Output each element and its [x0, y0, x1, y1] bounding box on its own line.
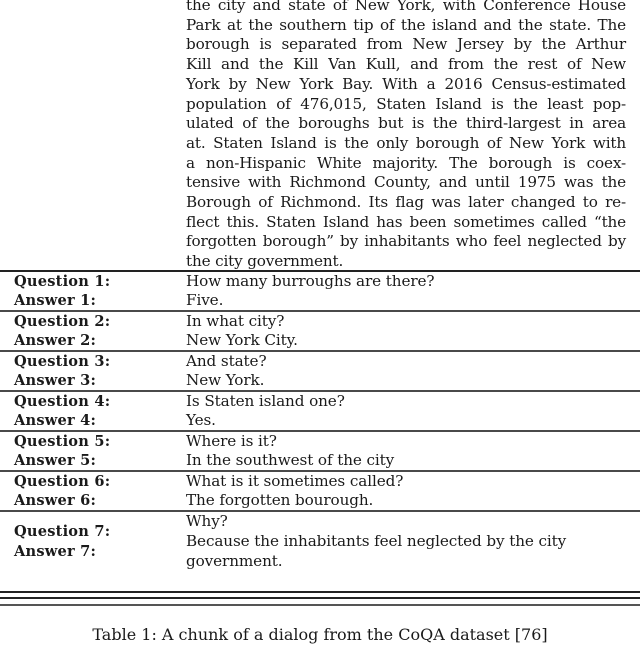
- passage-line: the city government.: [186, 252, 344, 271]
- question-text: In what city?: [186, 312, 285, 330]
- question-text: Why?: [186, 512, 228, 530]
- answer-label: Answer 1:: [14, 292, 97, 309]
- question-label: Question 6:: [14, 473, 111, 490]
- question-text: And state?: [186, 352, 267, 370]
- answer-label: Answer 3:: [14, 372, 97, 389]
- question-text: Is Staten island one?: [186, 392, 345, 410]
- question-text: How many burroughs are there?: [186, 272, 435, 290]
- passage-text: [186, 0, 626, 272]
- question-label: Question 3:: [14, 353, 111, 370]
- table-bottom-rule: [0, 597, 640, 599]
- passage-line: a non-Hispanic White majority. The borough is coex-: [186, 153, 626, 172]
- passage-line: Park at the southern tip of the island and the state. The: [186, 15, 626, 34]
- passage-line: York by New York Bay. With a 2016 Census-estimated: [186, 74, 626, 93]
- answer-label: Answer 5:: [14, 452, 97, 469]
- answer-text: Because the inhabitants feel neglected by the city: [186, 532, 567, 550]
- answer-text: Yes.: [186, 411, 216, 429]
- question-label: Question 5:: [14, 433, 111, 450]
- answer-label: Answer 6:: [14, 492, 97, 509]
- answer-label: Answer 2:: [14, 332, 97, 349]
- table-bottom-rule: [0, 604, 640, 606]
- answer-label: Answer 4:: [14, 412, 97, 429]
- passage-line: tensive with Richmond County, and until 1975 was the: [186, 173, 626, 192]
- table-bottom-rule: [0, 591, 640, 593]
- passage-line: forgotten borough” by inhabitants who feel neglected by: [186, 232, 626, 251]
- answer-text: In the southwest of the city: [186, 451, 395, 469]
- question-text: Where is it?: [186, 432, 277, 450]
- passage-line: at. Staten Island is the only borough of New York with: [186, 133, 626, 152]
- passage-line: ulated of the boroughs but is the third-largest in area: [186, 114, 626, 133]
- passage-line: population of 476,015, Staten Island is the least pop-: [186, 94, 626, 113]
- passage-line: the city and state of New York, with Conference House: [186, 0, 626, 14]
- answer-text: New York.: [186, 371, 265, 389]
- answer-text-continued: government.: [186, 552, 283, 570]
- answer-text: New York City.: [186, 331, 298, 349]
- answer-text: Five.: [186, 291, 224, 309]
- table-caption: Table 1: A chunk of a dialog from the CoQA dataset [76]: [92, 625, 548, 644]
- question-label: Question 2:: [14, 313, 111, 330]
- answer-label: Answer 7:: [14, 543, 97, 560]
- answer-text: The forgotten bourough.: [186, 491, 374, 509]
- question-label: Question 4:: [14, 393, 111, 410]
- question-label: Question 1:: [14, 273, 111, 290]
- passage-line: flect this. Staten Island has been sometimes called “the: [186, 212, 626, 231]
- question-text: What is it sometimes called?: [186, 472, 404, 490]
- passage-line: borough is separated from New Jersey by the Arthur: [186, 35, 626, 54]
- question-label: Question 7:: [14, 523, 111, 540]
- passage-line: Borough of Richmond. Its flag was later changed to re-: [186, 193, 626, 212]
- passage-line: Kill and the Kill Van Kull, and from the rest of New: [186, 55, 626, 74]
